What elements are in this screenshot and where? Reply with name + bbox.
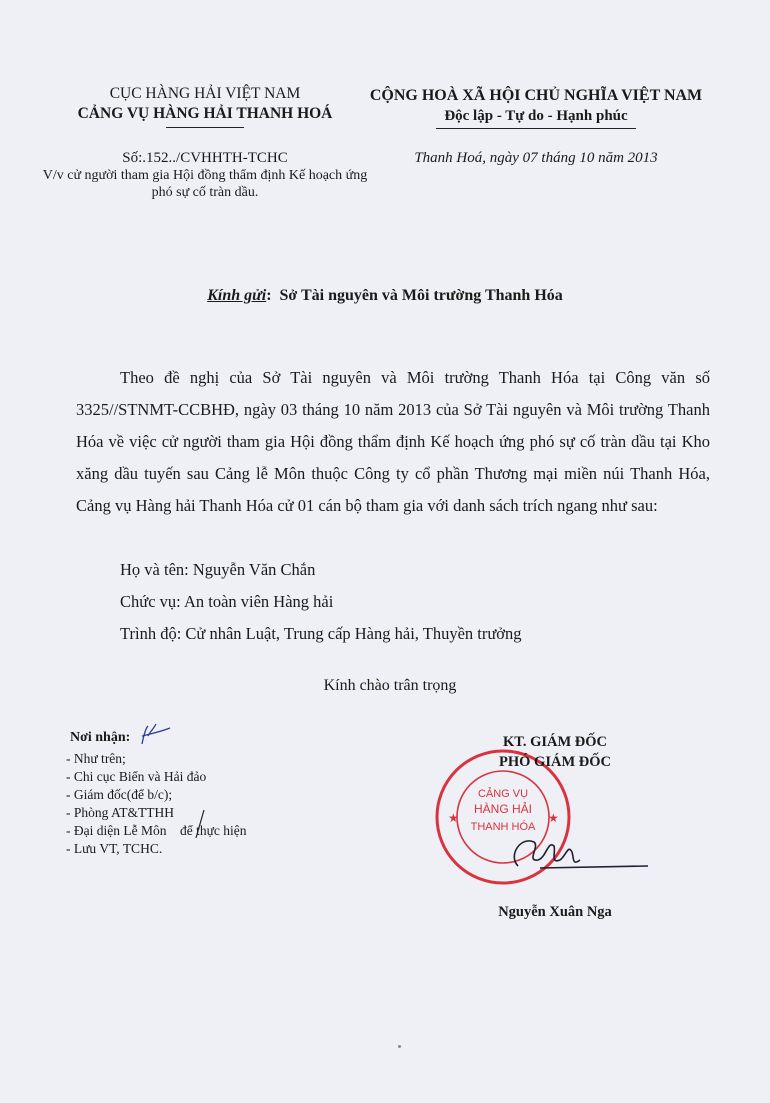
- seal-line-2: HÀNG HẢI: [473, 802, 533, 816]
- handwritten-initial: [136, 722, 176, 748]
- closing-salutation: Kính chào trân trọng: [323, 677, 457, 694]
- nominee-qualification: Trình độ: Cử nhân Luật, Trung cấp Hàng hải, Thuyền trưởng: [120, 624, 522, 643]
- body-paragraph: Theo đề nghị của Sở Tài nguyên và Môi trường Thanh Hóa tại Công văn số 3325//STNMT-CCBHĐ, ngày 03 tháng 10 năm 2013 của Sở Tài nguyên và Môi trường Thanh Hóa về việc cử người tham gia Hội đồng thẩm định Kế hoạch ứng phó sự cố tràn dầu tại Kho xăng dầu tuyến sau Cảng lễ Môn thuộc Công ty cổ phần Thương mại miền núi Thanh Hóa, Cảng vụ Hàng hải Thanh Hóa cử 01 cán bộ tham gia với danh sách trích ngang như sau:: [76, 368, 710, 515]
- recipient-item: - Phòng AT&TTHH: [66, 805, 174, 820]
- document-subject: V/v cử người tham gia Hội đồng thẩm định Kế hoạch ứng phó sự cố tràn dầu.: [42, 168, 368, 200]
- recipient-item: - Chi cục Biển và Hải đảo: [66, 769, 207, 784]
- parent-agency: CỤC HÀNG HẢI VIỆT NAM: [109, 85, 301, 102]
- recipient-name: Sở Tài nguyên và Môi trường Thanh Hóa: [279, 287, 563, 304]
- recipient-item: - Như trên;: [66, 751, 126, 766]
- recipient-item: - Giám đốc(để b/c);: [66, 787, 173, 802]
- motto-underline: [436, 128, 636, 129]
- document-number: Số:.152../CVHHTH-TCHC: [122, 150, 288, 166]
- recipient-colon: :: [266, 287, 280, 304]
- recipients-title: Nơi nhận:: [70, 730, 131, 745]
- national-motto: Độc lập - Tự do - Hạnh phúc: [444, 108, 628, 124]
- scan-speck: [398, 1045, 401, 1048]
- signatory-name: Nguyễn Xuân Nga: [498, 904, 612, 920]
- signatory-title-line-2: PHÓ GIÁM ĐỐC: [499, 754, 611, 770]
- nominee-position: Chức vụ: An toàn viên Hàng hải: [120, 592, 334, 611]
- svg-text:★: ★: [448, 811, 459, 825]
- nominee-name: Họ và tên: Nguyễn Văn Chắn: [120, 560, 316, 579]
- issuing-organization: [40, 84, 370, 128]
- bracket-stroke: [193, 808, 207, 840]
- national-title: CỘNG HOÀ XÃ HỘI CHỦ NGHĨA VIỆT NAM: [369, 87, 703, 104]
- signatory-title: [470, 732, 640, 772]
- recipient-label: Kính gửi: [207, 287, 267, 304]
- seal-line-1: CẢNG VỤ: [477, 788, 529, 800]
- handwritten-signature: [500, 826, 650, 876]
- letter-body: [76, 362, 710, 522]
- org-underline: [166, 127, 244, 128]
- issuing-agency: CẢNG VỤ HÀNG HẢI THANH HOÁ: [77, 105, 333, 122]
- recipient-item: [66, 822, 247, 840]
- place-and-date: Thanh Hoá, ngày 07 tháng 10 năm 2013: [414, 150, 658, 166]
- recipient-line: [0, 287, 770, 305]
- recipient-item: - Lưu VT, TCHC.: [66, 841, 163, 856]
- signatory-title-line-1: KT. GIÁM ĐỐC: [502, 734, 608, 750]
- recipient-item-text: - Đại diện Lễ Môn: [66, 823, 167, 838]
- svg-text:★: ★: [548, 811, 559, 825]
- bracket-note: để thực hiện: [179, 823, 247, 838]
- seal-line-3: THANH HÓA: [470, 821, 536, 833]
- national-header: [346, 86, 726, 129]
- recipients-list: [66, 750, 247, 858]
